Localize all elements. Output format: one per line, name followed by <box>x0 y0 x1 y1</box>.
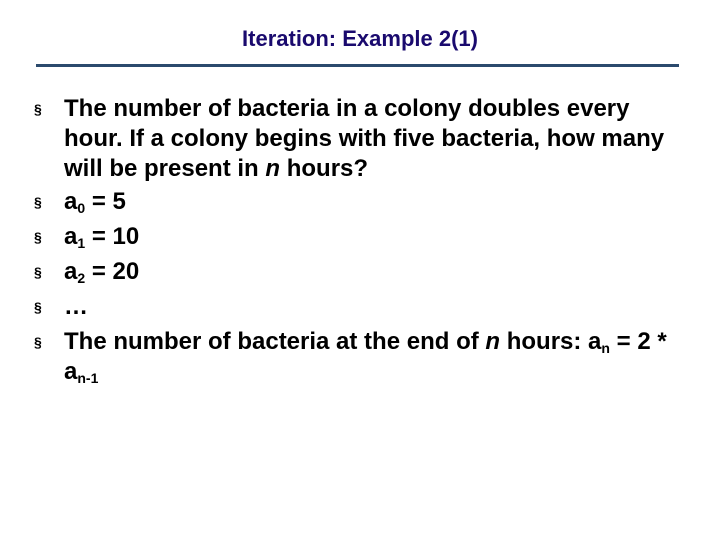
recurrence-subscript-n: n <box>601 340 610 356</box>
term-value: = 10 <box>85 223 140 250</box>
question-text: The number of bacteria in a colony doubles every hour. If a colony begins with five bacteria, how many will be present in <box>64 95 665 182</box>
term-value: = 5 <box>85 188 126 215</box>
bullet-a2 <box>34 257 674 287</box>
term-subscript: 2 <box>77 270 86 286</box>
bullet-a0 <box>34 187 674 217</box>
question-text-end: hours? <box>280 155 369 182</box>
ellipsis-text: … <box>64 293 88 320</box>
recurrence-text-mid2: = 2 * a <box>64 328 667 385</box>
bullet-icon: § <box>34 229 42 245</box>
bullet-icon: § <box>34 334 42 350</box>
bullet-recurrence <box>34 327 674 387</box>
bullet-icon: § <box>34 101 42 117</box>
recurrence-subscript-n-1: n-1 <box>77 370 99 386</box>
bullet-list <box>34 94 674 392</box>
recurrence-text-mid: hours: a <box>500 328 602 355</box>
recurrence-text: The number of bacteria at the end of <box>64 328 486 355</box>
term-subscript: 1 <box>77 235 86 251</box>
bullet-icon: § <box>34 299 42 315</box>
term-subscript: 0 <box>77 200 86 216</box>
bullet-question <box>34 94 674 184</box>
bullet-icon: § <box>34 194 42 210</box>
variable-n: n <box>485 328 501 355</box>
title-divider <box>36 64 679 67</box>
term-value: = 20 <box>85 258 140 285</box>
bullet-a1 <box>34 222 674 252</box>
variable-n: n <box>265 155 281 182</box>
term-base: a <box>64 223 78 250</box>
term-base: a <box>64 258 78 285</box>
slide-title: Iteration: Example 2(1) <box>242 26 478 51</box>
term-base: a <box>64 188 78 215</box>
bullet-ellipsis <box>34 292 674 322</box>
bullet-icon: § <box>34 264 42 280</box>
